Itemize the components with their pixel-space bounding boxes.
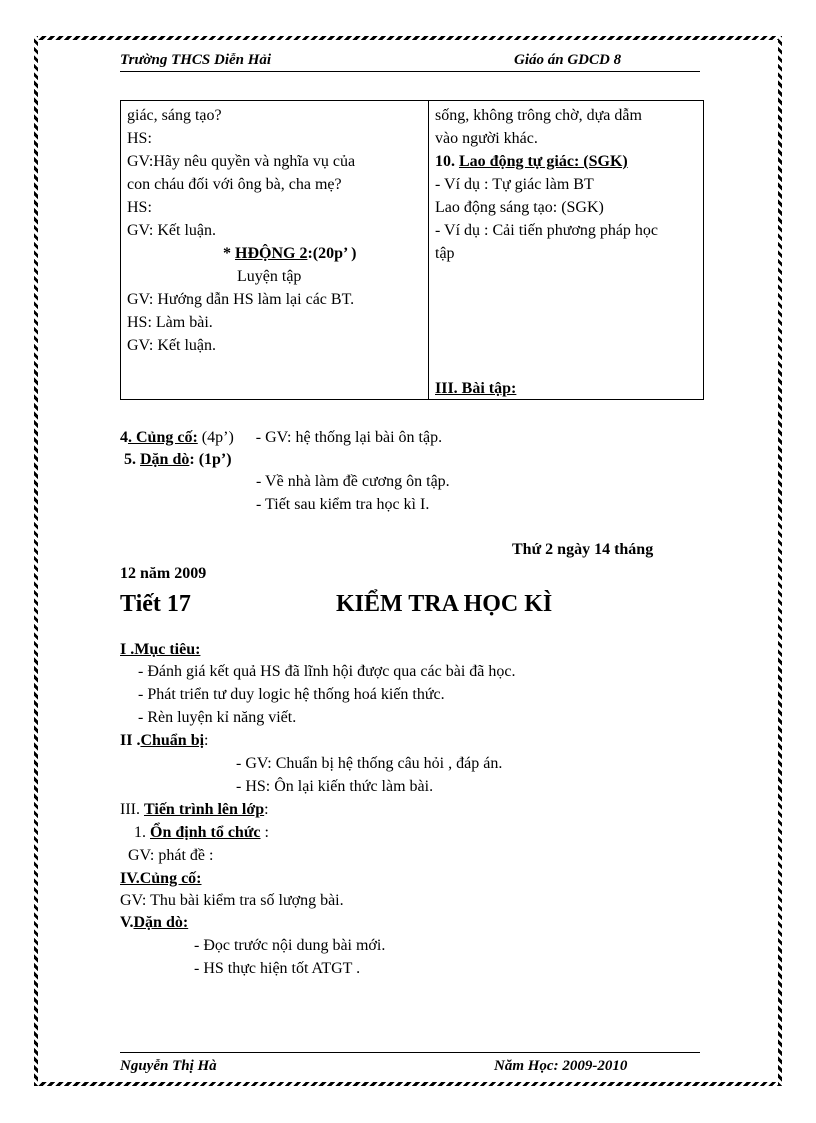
footer-year: Năm Học: 2009-2010 (494, 1058, 628, 1074)
procedure-line: GV: phát đề : (128, 847, 214, 864)
footer-rule (120, 1052, 700, 1053)
table-line: giác, sáng tạo? (127, 107, 222, 124)
table-line: sống, không trông chờ, dựa dẫm (435, 107, 642, 124)
table-line: Luyện tập (237, 268, 302, 285)
objectives-heading: I .Mục tiêu: (120, 641, 201, 658)
date-line-2: 12 năm 2009 (120, 565, 207, 582)
header-school: Trường THCS Diễn Hải (120, 52, 272, 68)
consolidation-line: 4. Củng cố: (4p’) - GV: hệ thống lại bài ôn tập. (120, 429, 443, 446)
objective-item: - Rèn luyện kỉ năng viết. (138, 709, 297, 726)
preparation-item: - GV: Chuẩn bị hệ thống câu hỏi , đáp án. (236, 755, 503, 772)
footer-author: Nguyễn Thị Hà (120, 1058, 217, 1074)
table-left-column (127, 104, 423, 357)
table-line: vào người khác. (435, 130, 538, 147)
objective-item: - Đánh giá kết quả HS đã lĩnh hội được qua các bài đã học. (138, 663, 516, 680)
consolidation2-line: GV: Thu bài kiểm tra số lượng bài. (120, 892, 344, 909)
homework2-heading: V.Dặn dò: (120, 914, 189, 931)
date-line-1: Thứ 2 ngày 14 tháng (512, 541, 654, 558)
table-line: tập (435, 245, 455, 262)
lesson-table (120, 100, 704, 400)
table-line: GV: Kết luận. (127, 337, 217, 354)
table-line: GV: Kết luận. (127, 222, 217, 239)
section-heading: 10. Lao động tự giác: (SGK) (435, 153, 628, 170)
table-line: GV:Hãy nêu quyền và nghĩa vụ của (127, 153, 356, 170)
table-line: HS: Làm bài. (127, 314, 213, 331)
preparation-heading: II .Chuẩn bị: (120, 732, 209, 749)
homework-heading: 5. Dặn dò: (1p’) (124, 451, 232, 468)
header-rule (120, 71, 700, 72)
homework-item: - Tiết sau kiểm tra học kì I. (256, 496, 430, 513)
lesson-number: Tiết 17 (120, 591, 191, 617)
lesson-title: KIỂM TRA HỌC KÌ (336, 591, 553, 617)
table-line: - Ví dụ : Tự giác làm BT (435, 176, 594, 193)
table-line: GV: Hướng dẫn HS làm lại các BT. (127, 291, 355, 308)
consolidation2-heading: IV.Củng cố: (120, 870, 202, 887)
homework2-item: - HS thực hiện tốt ATGT . (194, 960, 361, 977)
table-line: HS: (127, 130, 152, 147)
table-right-column (435, 104, 701, 265)
table-line: Lao động sáng tạo: (SGK) (435, 199, 604, 216)
table-line: con cháu đối với ông bà, cha mẹ? (127, 176, 342, 193)
header-subject: Giáo án GDCD 8 (514, 52, 622, 68)
procedure-heading: III. Tiến trình lên lớp: (120, 801, 269, 818)
preparation-item: - HS: Ôn lại kiến thức làm bài. (236, 778, 434, 795)
homework-item: - Về nhà làm đề cương ôn tập. (256, 473, 450, 490)
activity-heading: * HĐỘNG 2:(20p’ ) (223, 245, 357, 262)
table-line: HS: (127, 199, 152, 216)
procedure-sub-heading: 1. Ổn định tổ chức : (134, 824, 269, 841)
homework2-item: - Đọc trước nội dung bài mới. (194, 937, 386, 954)
table-line: - Ví dụ : Cải tiến phương pháp học (435, 222, 659, 239)
exercise-heading: III. Bài tập: (435, 380, 517, 397)
objective-item: - Phát triển tư duy logic hệ thống hoá kiến thức. (138, 686, 445, 703)
